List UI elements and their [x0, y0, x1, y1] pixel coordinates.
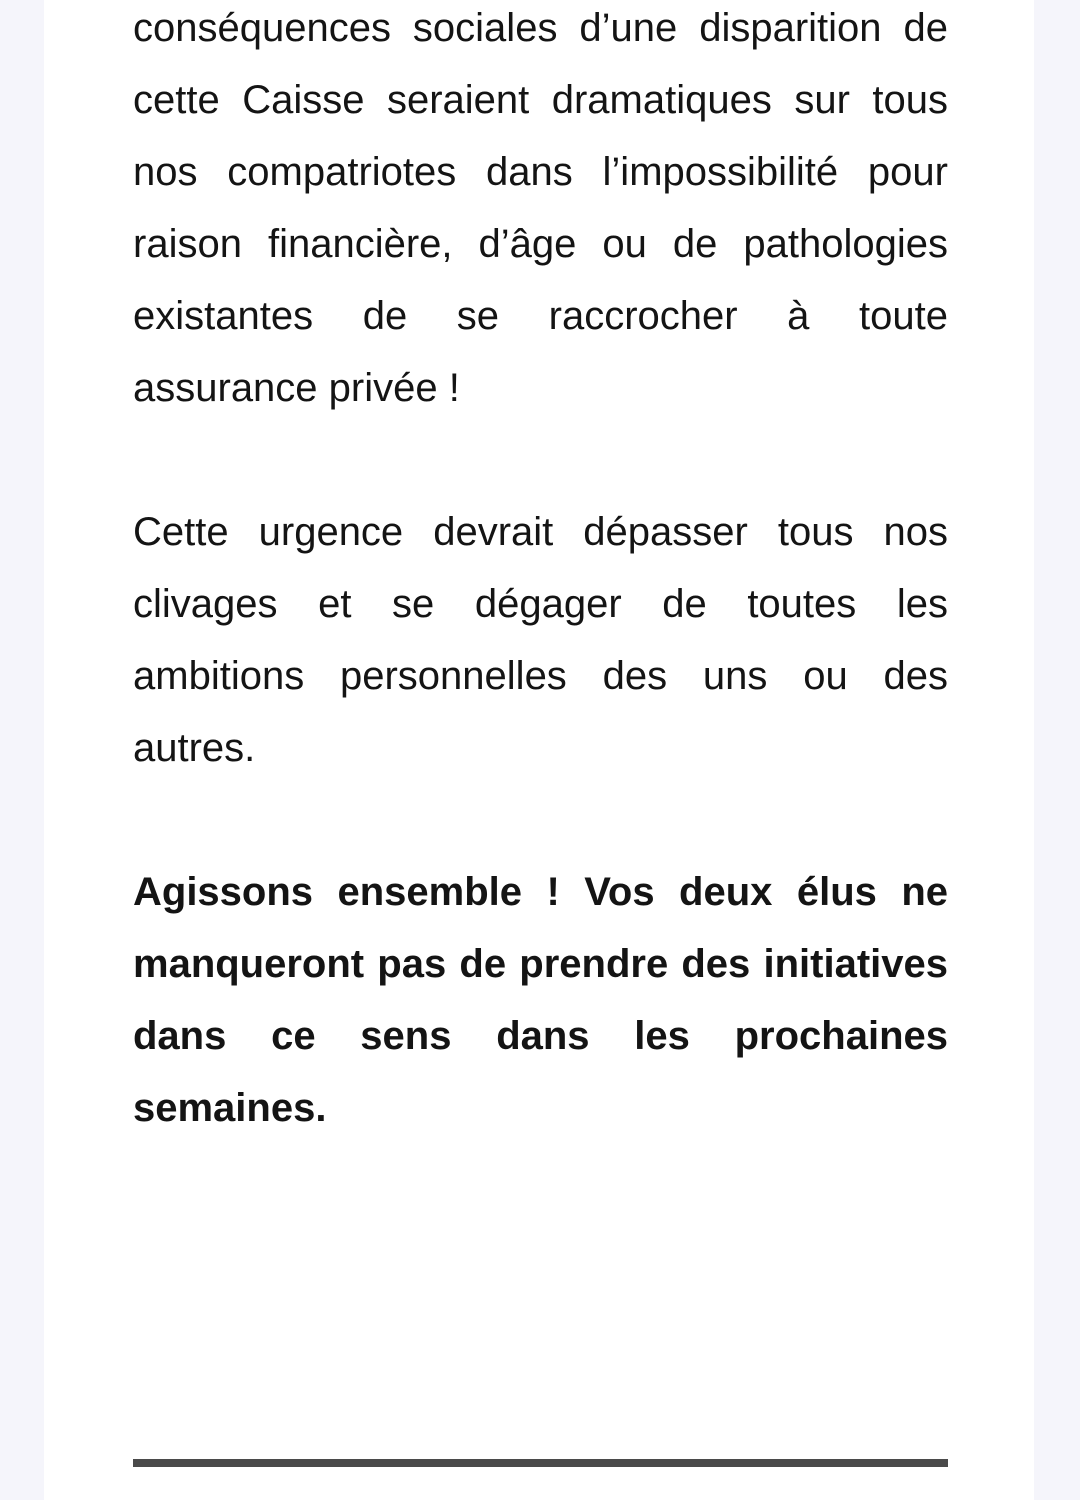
article-body — [133, 0, 948, 1216]
article-paragraph-1: conséquences sociales d’une disparition de cette Caisse seraient dramatiques sur tous nos compatriotes dans l’impossibilité pour raison financière, d’âge ou de pathologies existantes de se raccrocher à toute assurance privée ! — [133, 6, 948, 410]
article-page — [44, 0, 1034, 1500]
article-paragraph-2: Cette urgence devrait dépasser tous nos clivages et se dégager de toutes les ambitions personnelles des uns ou des autres. — [133, 510, 948, 770]
section-divider — [133, 1459, 948, 1467]
article-paragraph-3-bold: Agissons ensemble ! Vos deux élus ne manqueront pas de prendre des initiatives dans ce sens dans les prochaines semaines. — [133, 870, 948, 1130]
